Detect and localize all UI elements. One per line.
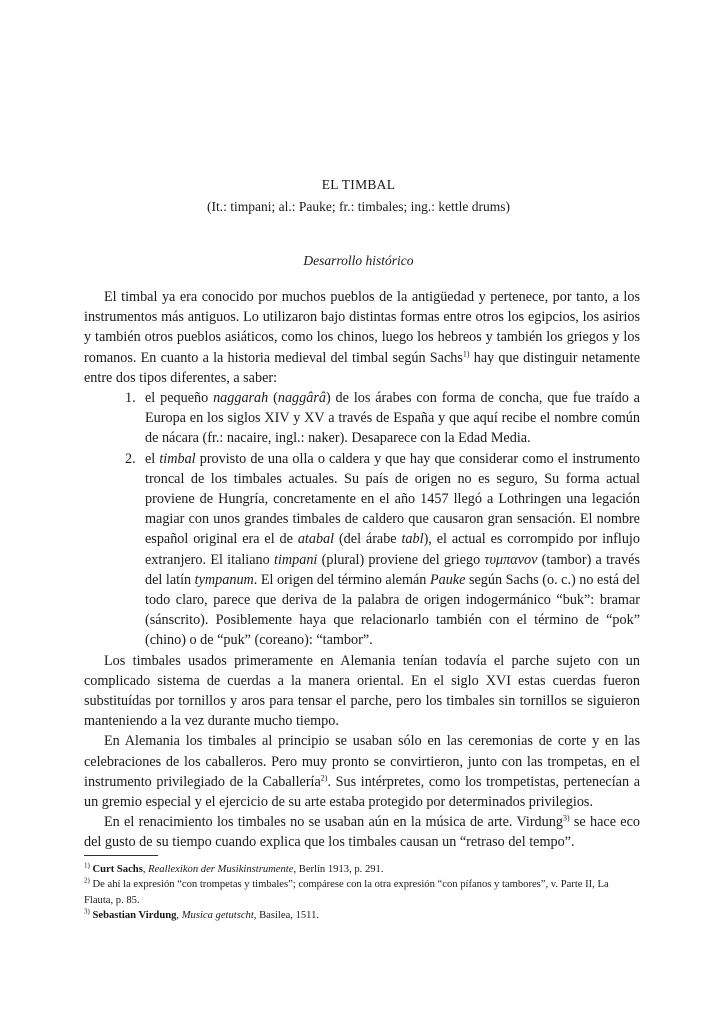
paragraph-1: El timbal ya era conocido por muchos pueblos de la antigüedad y pertenece, por tanto, a los instrumentos más antiguos. Lo utilizaron bajo distintas formas entre otros los egipcios, los asirios y también otros pueblos asiáticos, como los chinos, luego los hebreos y también los griegos y los romanos. En cuanto a la historia medieval del timbal según Sachs$^{1)}$ hay que distinguir netamente entre dos tipos diferentes, a saber: [84, 289, 641, 386]
footnote-divider [84, 855, 158, 856]
footnote-2: $^{2)}$ De ahí la expresión “con trompetas y timbales”; compárese con la otra expresión “con pífanos y tambores”, v. Parte II, La Flauta, p. 85. [84, 876, 609, 906]
paragraph-2: Los timbales usados primeramente en Alemania tenían todavía el parche sujeto con un complicado sistema de cuerdas a la manera oriental. En el siglo XVI estas cuerdas fueron substituídas por tornillos y aros para tensar el parche, pero los timbales sin tornillos se siguieron manteniendo a la vez durante mucho tiempo. [84, 652, 640, 730]
chapter-title: EL TIMBAL [321, 177, 396, 192]
section-heading: Desarrollo histórico [303, 253, 414, 268]
footnotes [84, 862, 640, 923]
footnote-ref-3: 3) [562, 813, 570, 823]
footnote-3: $^{3)}$ Sebastian Virdung, Musica getutscht, Basilea, 1511. [84, 907, 320, 921]
footnote-ref-2: 2) [320, 773, 328, 783]
chapter-subtitle: (It.: timpani; al.: Pauke; fr.: timbales; ing.: kettle drums) [207, 199, 510, 214]
paragraph-3: En Alemania los timbales al principio se usaban sólo en las ceremonias de corte y en las celebraciones de los caballeros. Pero muy pronto se convirtieron, junto con las trompetas, en el instrumento privilegiado de la Caballería$^{2)}$. Sus intérpretes, como los trompetistas, pertenecían a un gremio especial y el ejercicio de su arte estaba protegido por determinados privilegios. [84, 733, 640, 811]
footnote-1: $^{1)}$ Curt Sachs, Reallexikon der Musikinstrumente, Berlín 1913, p. 291. [84, 861, 384, 875]
instrument-types-list [84, 388, 640, 651]
list-item-naggarah: 1. el pequeño naggarah (naggârâ) de los árabes con forma de concha, que fue traído a Europa en los siglos XIV y XV a través de España y que aquí recibe el nombre común de nácara (fr.: nacaire, ingl.: naker). Desaparece con la Edad Media. [125, 390, 640, 447]
paragraph-4: En el renacimiento los timbales no se usaban aún en la música de arte. Virdung$^{3)}$ se hace eco del gusto de su tiempo cuando explica que los timbales causan un “retraso del tempo”. [84, 813, 640, 851]
body-text [84, 287, 640, 853]
list-item-timbal: 2. el timbal provisto de una olla o caldera y que hay que considerar como el instrumento troncal de los timbales actuales. Su país de origen no es seguro, Su forma actual proviene de Hungría, concretamente en el año 1457 llegó a Lothringen una legación magiar con unos grandes timbales de caldero que causaron gran sensación. El nombre español original era el de atabal (del árabe tabl), el actual es corrompido por influjo extranjero. El italiano timpani (plural) proviene del griego τυμπανον (tambor) a través del latín tympanum. El origen del término alemán Pauke según Sachs (o. c.) no está del todo claro, parece que deriva de la palabra de origen indogermánico “buk”: bramar (sánscrito). Posiblemente haya que relacionarlo también con el término de “pok” (chino) o de “puk” (coreano): “tambor”. [125, 450, 640, 649]
footnote-ref-1: 1) [462, 348, 470, 358]
